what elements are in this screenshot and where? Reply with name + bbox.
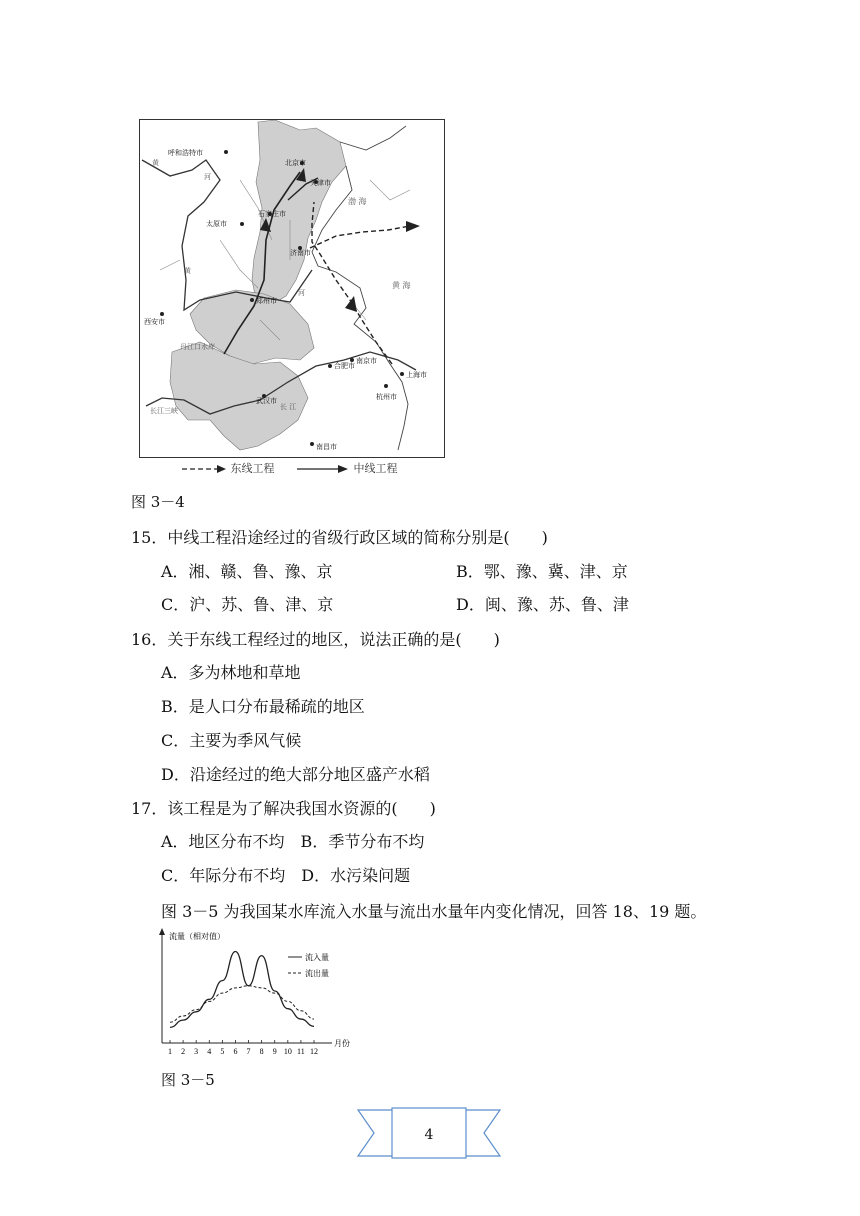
question-17-stem: 17．该工程是为了解决我国水资源的( ) (131, 799, 436, 818)
x-tick-label: 2 (181, 1047, 186, 1056)
label-changjiang: 长 江 (280, 403, 297, 411)
question-15-stem: 15．中线工程沿途经过的省级行政区域的简称分别是( ) (131, 528, 548, 547)
label-huanghe-3: 黄 (184, 267, 191, 275)
series-outflow-line (170, 986, 314, 1022)
label-shanghai: 上海市 (406, 371, 427, 379)
label-wuhan: 武汉市 (256, 397, 277, 405)
question-16-option-d: D．沿途经过的绝大部分地区盛产水稻 (161, 765, 430, 784)
label-huhehaote: 呼和浩特市 (168, 149, 203, 157)
page-number: 4 (424, 1127, 434, 1143)
label-nanjing: 南京市 (356, 357, 377, 365)
legend-east-route: 东线工程 (230, 462, 275, 475)
reservoir-flow-chart (150, 927, 360, 1059)
x-axis-label: 月份 (334, 1039, 350, 1048)
x-tick-label: 9 (272, 1047, 277, 1056)
x-tick-label: 10 (283, 1047, 292, 1056)
x-tick-label: 7 (246, 1047, 251, 1056)
y-axis-arrow (159, 928, 165, 935)
label-nanchang: 南昌市 (316, 443, 337, 451)
label-hefei: 合肥市 (334, 362, 355, 370)
question-16-option-c: C．主要为季风气候 (161, 731, 302, 750)
east-route-branch-shandong (310, 226, 410, 248)
east-route-arrow-1 (406, 221, 420, 232)
x-tick-label: 1 (168, 1047, 172, 1056)
question-17-options-cd: C．年际分布不均 D．水污染问题 (161, 866, 411, 885)
label-hangzhou: 杭州市 (376, 393, 397, 401)
question-16-option-b: B．是人口分布最稀疏的地区 (161, 697, 365, 716)
label-beijing: 北京市 (285, 159, 306, 167)
legend-dashed-arrow (181, 464, 227, 474)
label-huanghai: 黄 海 (392, 281, 411, 290)
x-tick-label: 3 (194, 1047, 199, 1056)
label-jinan: 济南市 (290, 249, 311, 257)
label-huanghe-2: 河 (204, 173, 211, 181)
x-tick-label: 8 (259, 1047, 264, 1056)
water-diversion-map (139, 119, 445, 458)
label-huanghe-4: 河 (298, 289, 305, 297)
label-bohai: 渤 海 (348, 197, 367, 206)
figure-3-5-intro: 图 3－5 为我国某水库流入水量与流出水量年内变化情况，回答 18、19 题。 (161, 902, 707, 921)
x-tick-label: 5 (220, 1047, 225, 1056)
label-zhengzhou: 郑州市 (256, 297, 277, 305)
label-shijiazhuang: 石家庄市 (258, 210, 286, 218)
question-16-stem: 16．关于东线工程经过的地区，说法正确的是( ) (131, 630, 500, 649)
figure-caption-3-4: 图 3－4 (131, 493, 185, 511)
label-tianjin: 天津市 (310, 179, 331, 187)
x-tick-label: 6 (233, 1047, 238, 1056)
east-route-arrow-2 (345, 296, 357, 312)
x-tick-label: 12 (310, 1047, 318, 1056)
legend-middle-route: 中线工程 (353, 462, 398, 475)
legend-solid-arrow (296, 464, 350, 474)
question-15-option-d: D．闽、豫、苏、鲁、津 (456, 595, 629, 614)
question-15-option-c: C．沪、苏、鲁、津、京 (161, 595, 334, 614)
label-danjiangkou: 丹江口水库 (180, 343, 215, 351)
chart-series (170, 951, 314, 1027)
label-huanghe-1: 黄 (152, 159, 159, 167)
question-15-option-b: B．鄂、豫、冀、津、京 (456, 562, 628, 581)
legend-label: 流出量 (305, 969, 329, 978)
series-inflow-line (170, 951, 314, 1027)
label-changjiang-sanxia: 长江三峡 (150, 407, 178, 415)
label-taiyuan: 太原市 (206, 220, 227, 228)
figure-caption-3-5: 图 3－5 (161, 1071, 215, 1089)
chart-labels (168, 931, 350, 1056)
question-15-option-a: A．湘、赣、鲁、豫、京 (161, 562, 333, 581)
map-legend (181, 460, 398, 476)
question-17-options-ab: A．地区分布不均 B．季节分布不均 (161, 832, 425, 851)
label-xian: 西安市 (144, 318, 165, 326)
y-axis-label: 流量（相对值） (169, 932, 225, 941)
x-tick-label: 11 (297, 1047, 305, 1056)
legend-label: 流入量 (305, 953, 329, 962)
x-tick-label: 4 (207, 1047, 212, 1056)
question-16-option-a: A．多为林地和草地 (161, 663, 301, 682)
